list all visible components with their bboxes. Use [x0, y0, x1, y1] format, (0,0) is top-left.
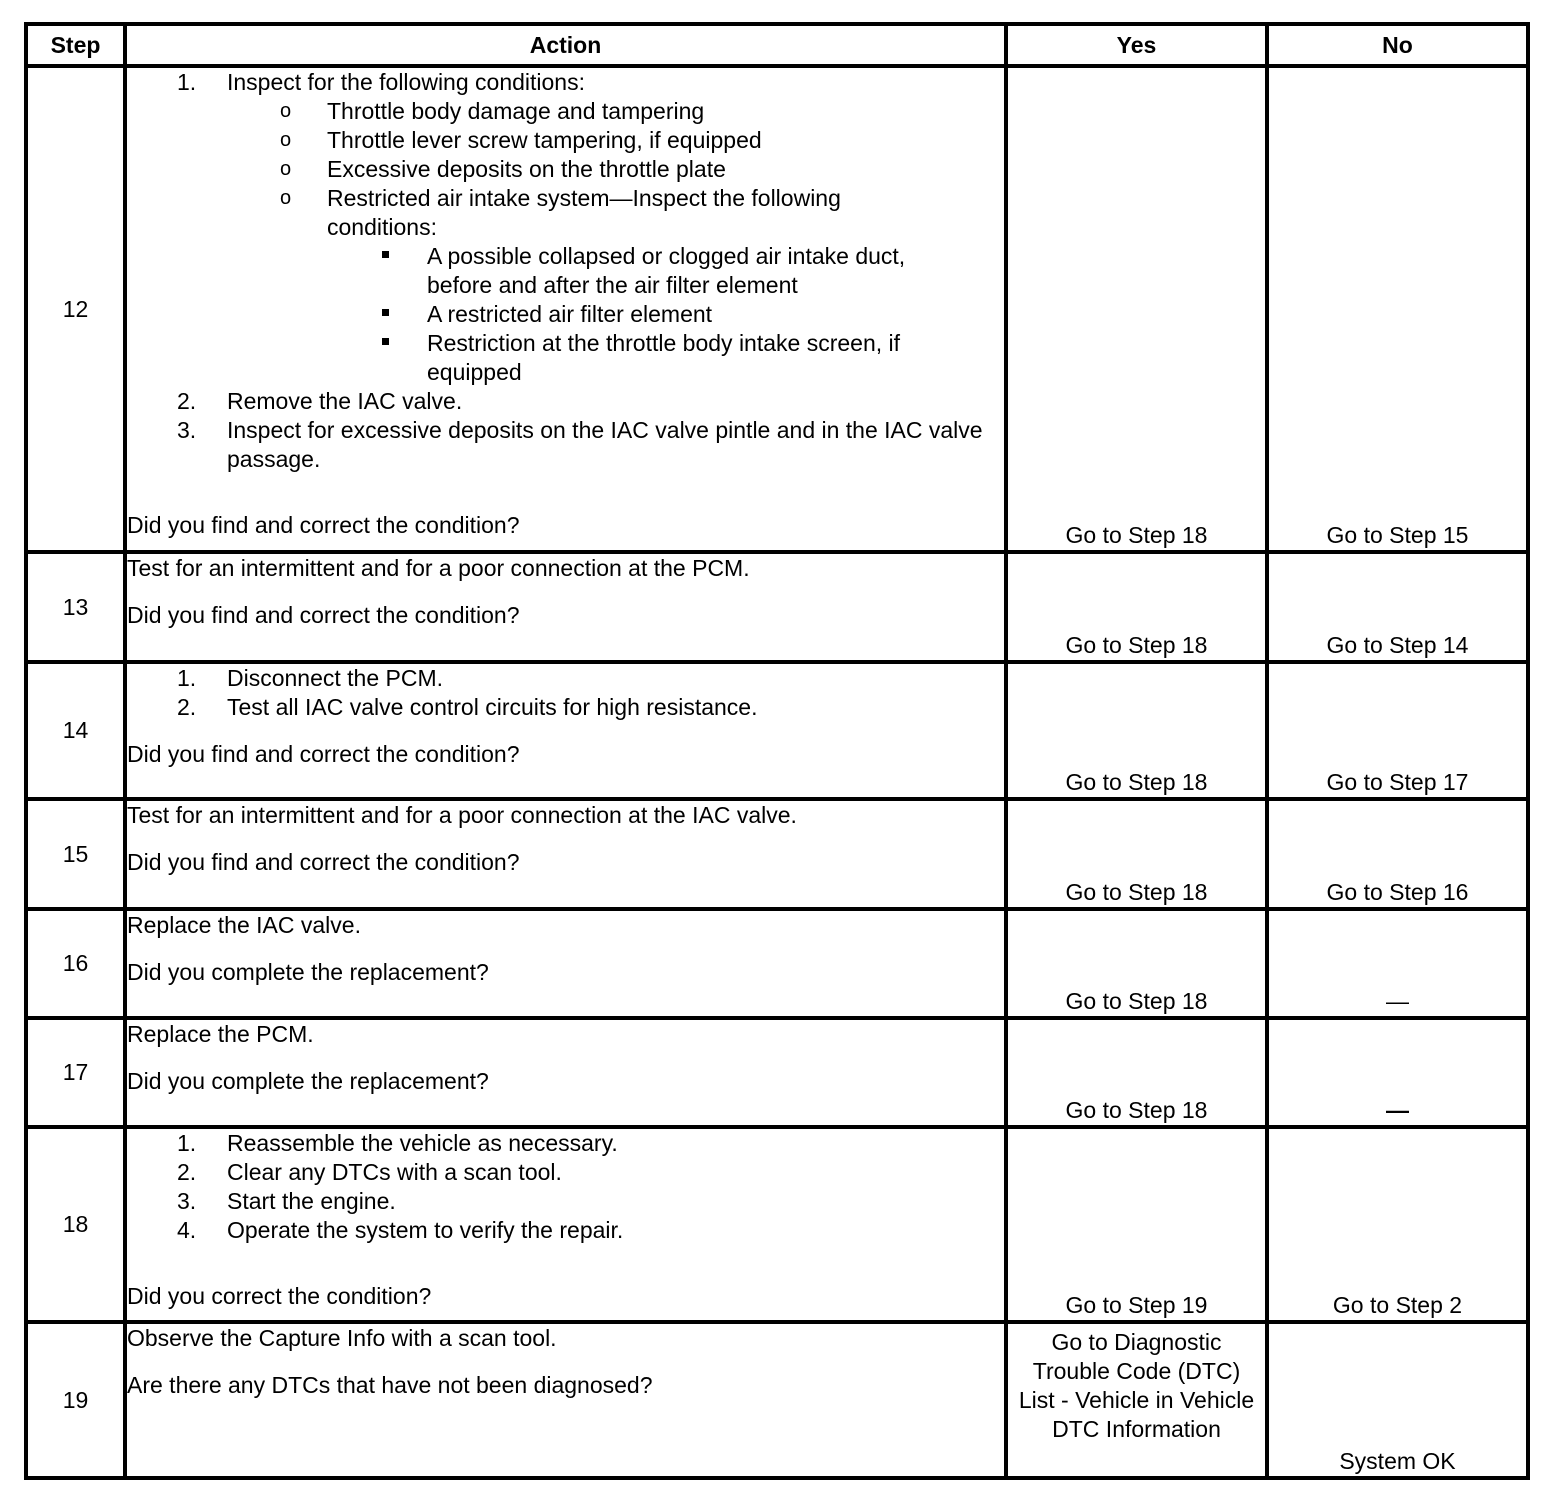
item-number: 1. [177, 1130, 197, 1156]
bullet-square-icon [382, 309, 389, 316]
item-text: Test all IAC valve control circuits for high resistance. [227, 694, 758, 720]
list-item [127, 416, 1004, 474]
sub-sub-item [327, 242, 1004, 300]
sub-item [227, 155, 1004, 184]
item-number: 3. [177, 417, 197, 443]
action-cell [125, 909, 1006, 1018]
sub-item [227, 97, 1004, 126]
yes-cell: Go to Step 18 [1006, 909, 1267, 1018]
no-cell: — [1267, 909, 1528, 1018]
list-item [127, 1158, 1004, 1187]
action-text: Test for an intermittent and for a poor connection at the PCM. [127, 555, 750, 581]
action-text: Replace the PCM. [127, 1021, 314, 1047]
item-number: 1. [177, 69, 197, 95]
spacer [127, 940, 1004, 950]
table-row [26, 662, 1528, 799]
item-text: Operate the system to verify the repair. [227, 1217, 624, 1243]
question-text: Did you find and correct the condition? [127, 849, 520, 875]
spacer [127, 1245, 1004, 1274]
list-item [127, 664, 1004, 693]
sub-sub-list [327, 242, 1004, 387]
bullet-circle-icon: o [280, 100, 292, 122]
step-number: 14 [26, 662, 125, 799]
sub-item-text: Throttle body damage and tampering [327, 98, 705, 124]
step-number: 17 [26, 1018, 125, 1127]
sub-list [227, 97, 1004, 387]
step-number: 15 [26, 799, 125, 909]
table-row [26, 1127, 1528, 1322]
action-cell [125, 1322, 1006, 1478]
yes-cell [1006, 1322, 1267, 1478]
bullet-circle-icon: o [280, 187, 292, 209]
action-text: Replace the IAC valve. [127, 912, 361, 938]
numbered-list [127, 68, 1004, 474]
yes-cell: Go to Step 18 [1006, 66, 1267, 552]
list-item [127, 1216, 1004, 1245]
spacer [127, 1353, 1004, 1363]
sub-sub-item-text: Restriction at the throttle body intake screen, if equipped [427, 330, 901, 385]
no-cell: Go to Step 16 [1267, 799, 1528, 909]
question-text: Did you find and correct the condition? [127, 602, 520, 628]
action-cell [125, 1018, 1006, 1127]
header-yes: Yes [1006, 24, 1267, 66]
yes-cell: Go to Step 18 [1006, 662, 1267, 799]
question-text: Did you find and correct the condition? [127, 512, 520, 538]
no-cell: Go to Step 17 [1267, 662, 1528, 799]
item-number: 2. [177, 694, 197, 720]
table-row [26, 909, 1528, 1018]
step-number: 12 [26, 66, 125, 552]
no-cell: Go to Step 14 [1267, 552, 1528, 662]
action-cell [125, 662, 1006, 799]
item-number: 4. [177, 1217, 197, 1243]
item-number: 2. [177, 1159, 197, 1185]
action-cell [125, 799, 1006, 909]
step-number: 19 [26, 1322, 125, 1478]
spacer [127, 583, 1004, 593]
yes-cell: Go to Step 18 [1006, 552, 1267, 662]
action-text: Test for an intermittent and for a poor connection at the IAC valve. [127, 802, 797, 828]
item-text: Disconnect the PCM. [227, 665, 444, 691]
numbered-list [127, 1129, 1004, 1245]
bullet-square-icon [382, 251, 389, 258]
item-text: Inspect for the following conditions: [227, 69, 585, 95]
list-item [127, 68, 1004, 387]
no-cell: — [1267, 1018, 1528, 1127]
no-cell: Go to Step 15 [1267, 66, 1528, 552]
yes-link-text: Go to Diagnostic Trouble Code (DTC) List - Vehicle in Vehicle DTC Information [1018, 1329, 1255, 1442]
spacer [127, 474, 1004, 503]
item-text: Remove the IAC valve. [227, 388, 463, 414]
numbered-list [127, 664, 1004, 722]
item-number: 1. [177, 665, 197, 691]
action-cell [125, 1127, 1006, 1322]
sub-item-text: Excessive deposits on the throttle plate [327, 156, 726, 182]
spacer [127, 1049, 1004, 1059]
header-step: Step [26, 24, 125, 66]
bullet-circle-icon: o [280, 158, 292, 180]
item-number: 3. [177, 1188, 197, 1214]
diagnostic-table [24, 22, 1530, 1480]
sub-sub-item-text: A possible collapsed or clogged air intake duct, before and after the air filter element [427, 243, 906, 298]
step-number: 16 [26, 909, 125, 1018]
sub-item-text: Throttle lever screw tampering, if equipped [327, 127, 762, 153]
item-number: 2. [177, 388, 197, 414]
yes-cell: Go to Step 19 [1006, 1127, 1267, 1322]
table-row [26, 552, 1528, 662]
table-row [26, 799, 1528, 909]
table-row [26, 1322, 1528, 1478]
question-text: Did you find and correct the condition? [127, 741, 520, 767]
sub-sub-item [327, 300, 1004, 329]
header-no: No [1267, 24, 1528, 66]
sub-item-text: Restricted air intake system—Inspect the following conditions: [327, 185, 841, 240]
item-text: Start the engine. [227, 1188, 396, 1214]
no-cell: System OK [1267, 1322, 1528, 1478]
question-text: Did you correct the condition? [127, 1283, 432, 1309]
sub-sub-item [327, 329, 1004, 387]
bullet-square-icon [382, 338, 389, 345]
yes-cell: Go to Step 18 [1006, 799, 1267, 909]
yes-cell: Go to Step 18 [1006, 1018, 1267, 1127]
sub-item [227, 184, 1004, 387]
table-row [26, 66, 1528, 552]
no-cell: Go to Step 2 [1267, 1127, 1528, 1322]
table-row [26, 1018, 1528, 1127]
sub-sub-item-text: A restricted air filter element [427, 301, 713, 327]
action-cell [125, 552, 1006, 662]
sub-item [227, 126, 1004, 155]
list-item [127, 387, 1004, 416]
step-number: 13 [26, 552, 125, 662]
header-action: Action [125, 24, 1006, 66]
list-item [127, 1129, 1004, 1158]
item-text: Clear any DTCs with a scan tool. [227, 1159, 562, 1185]
question-text: Did you complete the replacement? [127, 959, 489, 985]
spacer [127, 722, 1004, 732]
list-item [127, 693, 1004, 722]
item-text: Inspect for excessive deposits on the IAC valve pintle and in the IAC valve passage. [227, 417, 983, 472]
bullet-circle-icon: o [280, 129, 292, 151]
question-text: Are there any DTCs that have not been diagnosed? [127, 1372, 653, 1398]
item-text: Reassemble the vehicle as necessary. [227, 1130, 618, 1156]
list-item [127, 1187, 1004, 1216]
header-row [26, 24, 1528, 66]
action-text: Observe the Capture Info with a scan tool. [127, 1325, 557, 1351]
question-text: Did you complete the replacement? [127, 1068, 489, 1094]
spacer [127, 830, 1004, 840]
action-cell [125, 66, 1006, 552]
step-number: 18 [26, 1127, 125, 1322]
